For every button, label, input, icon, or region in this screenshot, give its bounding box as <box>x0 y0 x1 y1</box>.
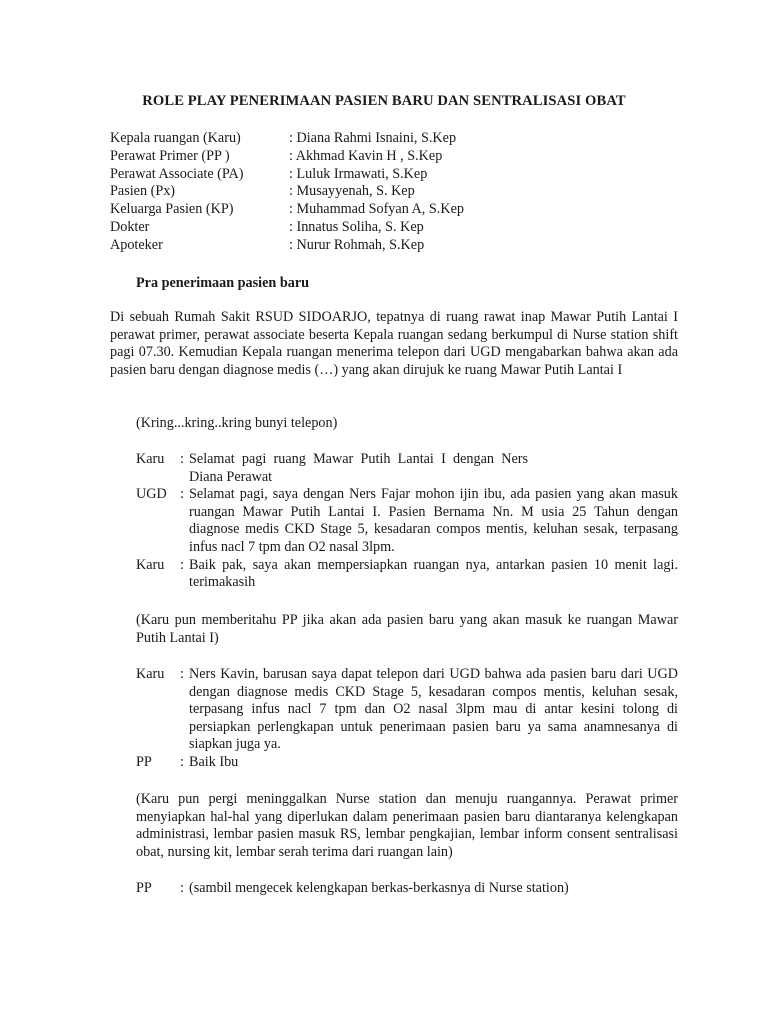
cast-row <box>110 237 464 255</box>
cast-row <box>110 130 464 148</box>
cast-name: : Diana Rahmi Isnaini, S.Kep <box>289 130 457 146</box>
dialog-text: Ners Kavin, barusan saya dapat telepon dari UGD bahwa ada pasien baru dari UGD dengan diagnose medis CKD Stage 5, kesadaran compos mentis, keluhan sesak, terpasang infus nacl 7 tpm dan O2 nasal 3lpm mau di antar kesini tolong di persiapkan perlengkapan untuk penerimaan pasien baru ya sama anamnesanya di siapkan juga ya. <box>189 666 678 753</box>
dialog-line <box>136 557 678 592</box>
cast-row <box>110 183 464 201</box>
cast-role: Apoteker <box>110 236 163 253</box>
dialog-line <box>136 880 678 898</box>
dialog-line <box>136 754 678 772</box>
dialog-text: Selamat pagi ruang Mawar Putih Lantai I dengan Ners Diana Perawat <box>189 451 528 485</box>
document-title: ROLE PLAY PENERIMAAN PASIEN BARU DAN SENTRALISASI OBAT <box>142 93 626 109</box>
cast-name: : Musayyenah, S. Kep <box>289 183 415 200</box>
colon: : <box>180 556 184 573</box>
dialog-line <box>136 486 678 556</box>
dialog-text: Baik Ibu <box>189 753 239 770</box>
colon: : <box>180 880 184 896</box>
cast-role: Pasien (Px) <box>110 183 176 200</box>
cast-row <box>110 148 464 166</box>
cast-list <box>110 130 464 255</box>
cast-role: Dokter <box>110 218 150 235</box>
speaker: Karu <box>136 451 165 467</box>
speaker: PP <box>136 753 152 770</box>
dialog-block <box>136 880 678 898</box>
dialog-line <box>136 451 678 486</box>
stage-direction: (Karu pun memberitahu PP jika akan ada pasien baru yang akan masuk ke ruangan Mawar Putih Lantai I) <box>136 612 678 646</box>
dialog-block <box>136 666 678 772</box>
cast-name: : Akhmad Kavin H , S.Kep <box>289 147 443 164</box>
cast-name: : Luluk Irmawati, S.Kep <box>289 165 428 182</box>
dialog-line <box>136 666 678 754</box>
cast-role: Perawat Associate (PA) <box>110 165 244 182</box>
speaker: PP <box>136 880 152 896</box>
cast-role: Keluarga Pasien (KP) <box>110 201 234 218</box>
speaker: UGD <box>136 486 167 503</box>
cast-row <box>110 219 464 237</box>
cast-role: Perawat Primer (PP ) <box>110 147 230 164</box>
stage-direction: (Karu pun pergi meninggalkan Nurse station dan menuju ruangannya. Perawat primer menyiapkan hal-hal yang diperlukan dalam penerimaan pasien baru diantaranya kelengkapan administrasi, lembar pasien masuk RS, lembar pengkajian, lembar inform consent sentralisasi obat, nursing kit, lembar serah terima dari ruangan lain) <box>136 791 678 860</box>
dialog-text: (sambil mengecek kelengkapan berkas-berkasnya di Nurse station) <box>189 880 569 896</box>
stage-direction: (Kring...kring..kring bunyi telepon) <box>136 415 338 431</box>
colon: : <box>180 451 184 467</box>
colon: : <box>180 666 184 682</box>
dialog-text: Baik pak, saya akan mempersiapkan ruangan nya, antarkan pasien 10 menit lagi. terimakasih <box>189 556 678 591</box>
cast-name: : Muhammad Sofyan A, S.Kep <box>289 201 464 218</box>
cast-row <box>110 166 464 184</box>
speaker: Karu <box>136 556 165 573</box>
cast-name: : Nurur Rohmah, S.Kep <box>289 236 425 253</box>
colon: : <box>180 753 184 770</box>
section-heading: Pra penerimaan pasien baru <box>136 275 310 291</box>
speaker: Karu <box>136 666 165 682</box>
colon: : <box>180 486 184 503</box>
dialog-text: Selamat pagi, saya dengan Ners Fajar mohon ijin ibu, ada pasien yang akan masuk ruangan Mawar Putih Lantai I. Pasien Bernama Nn. M usia 25 Tahun dengan diagnose medis CKD Stage 5, kesadaran compos mentis, keluhan sesak, terpasang infus nacl 7 tpm dan O2 nasal 3lpm. <box>189 486 678 555</box>
cast-row <box>110 201 464 219</box>
dialog-block <box>136 451 678 592</box>
cast-role: Kepala ruangan (Karu) <box>110 130 241 146</box>
intro-paragraph: Di sebuah Rumah Sakit RSUD SIDOARJO, tepatnya di ruang rawat inap Mawar Putih Lantai I perawat primer, perawat associate beserta Kepala ruangan sedang berkumpul di Nurse station shift pagi 07.30. Kemudian Kepala ruangan menerima telepon dari UGD mengabarkan bahwa akan ada pasien baru dengan diagnose medis (…) yang akan dirujuk ke ruang Mawar Putih Lantai I <box>110 309 678 378</box>
cast-name: : Innatus Soliha, S. Kep <box>289 218 424 235</box>
